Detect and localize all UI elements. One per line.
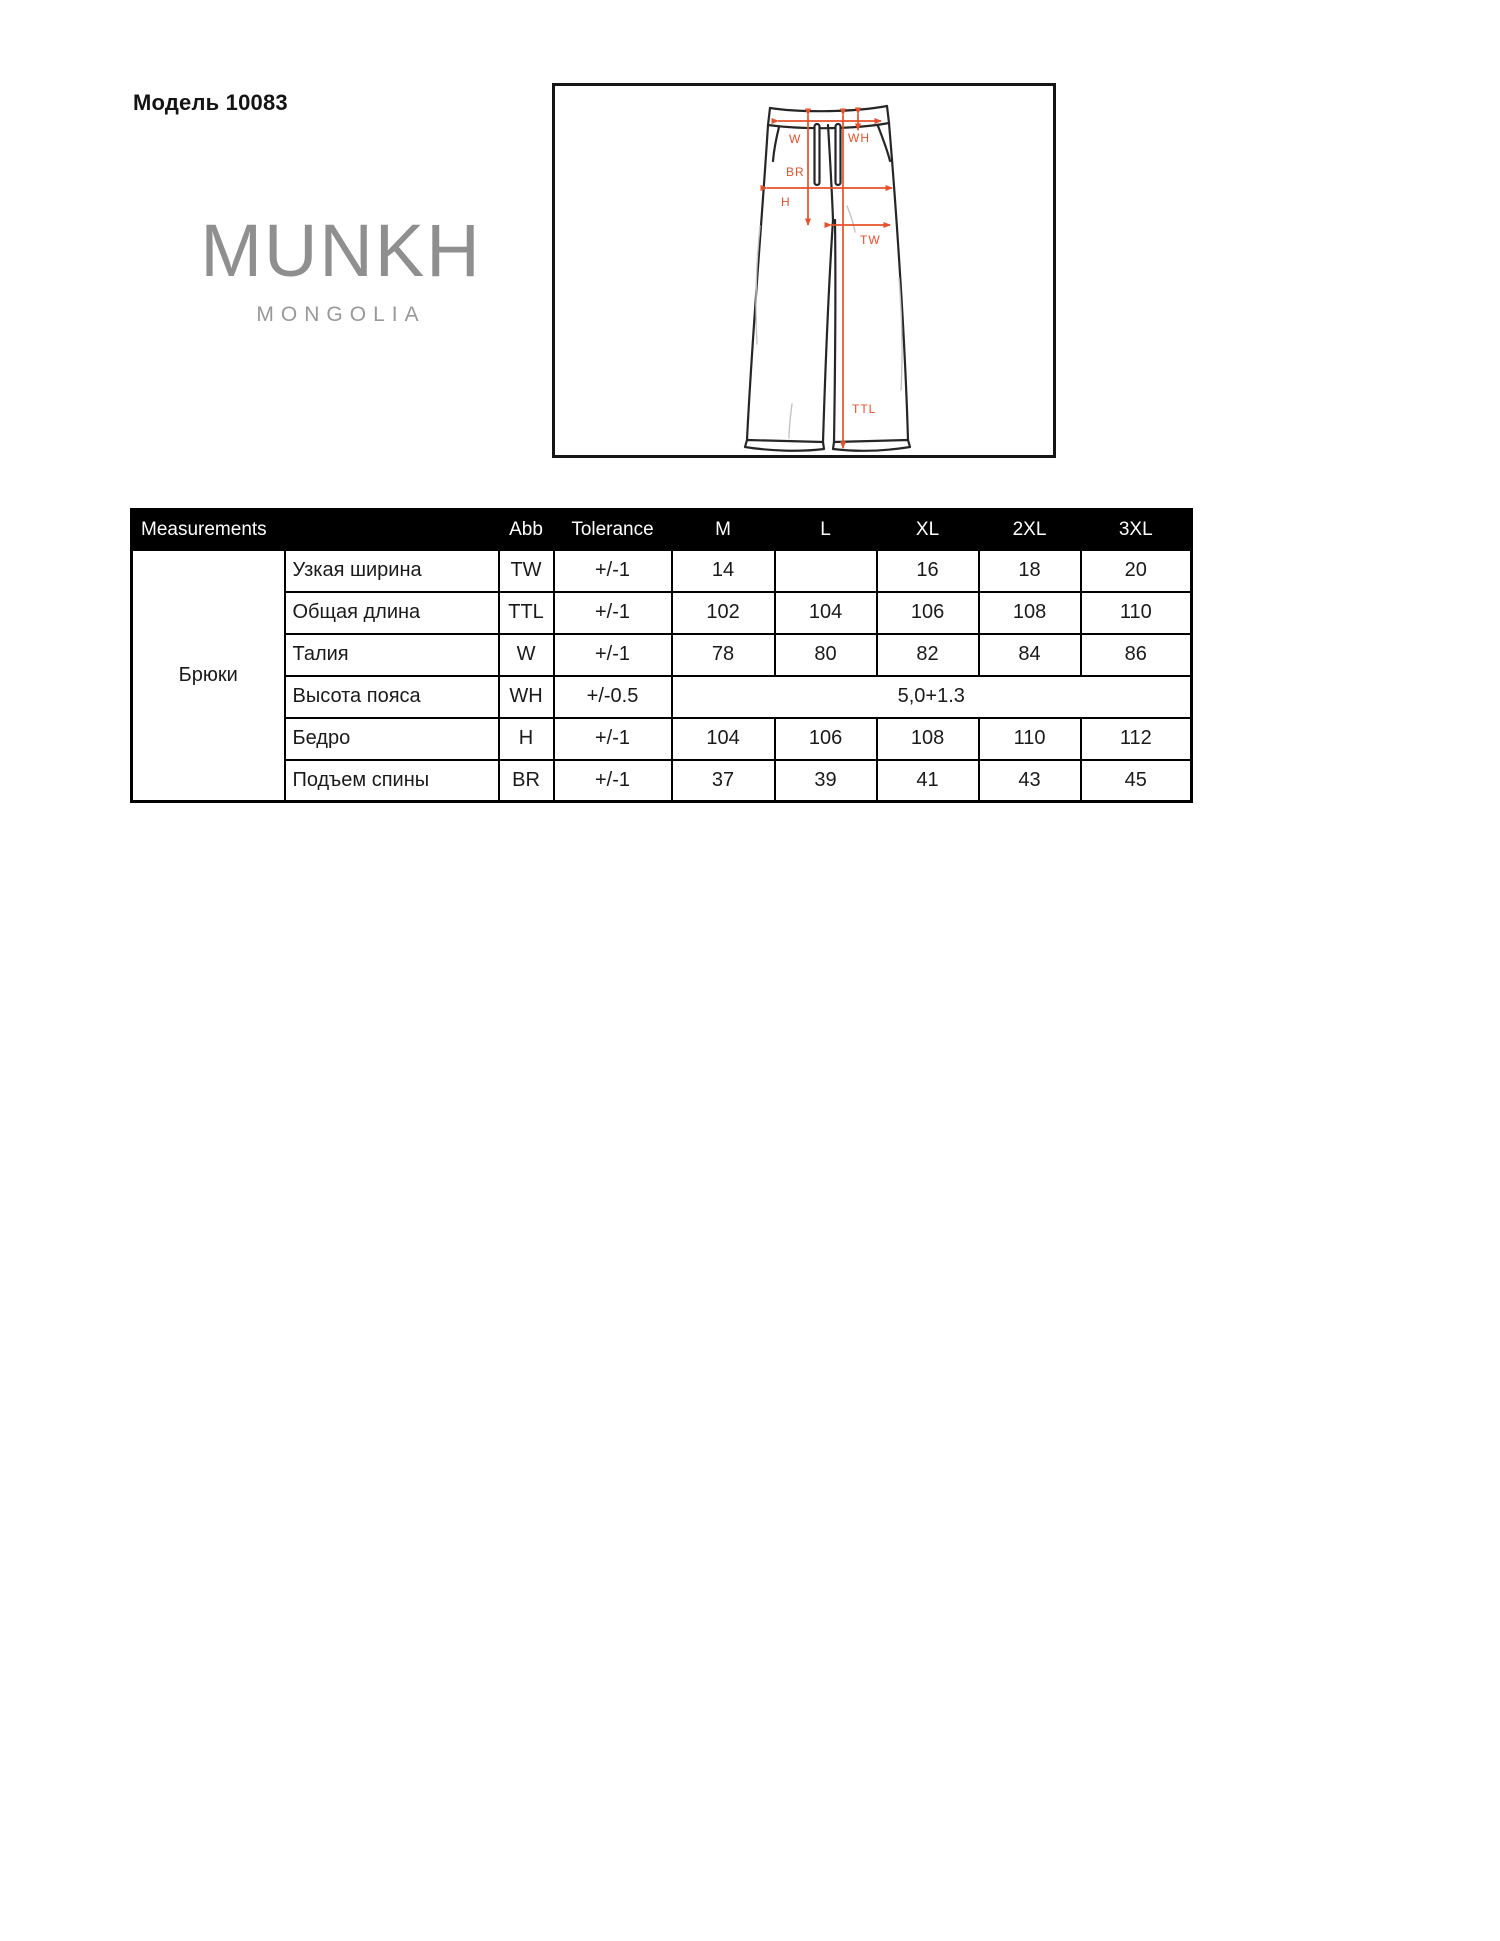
header-abb: Abb [499, 510, 554, 550]
tolerance-cell: +/-0.5 [554, 676, 672, 718]
h-label: H [781, 195, 791, 209]
header-size-3xl: 3XL [1081, 510, 1192, 550]
table-row [132, 550, 1192, 592]
size-value-cell: 106 [877, 592, 979, 634]
abb-cell: TW [499, 550, 554, 592]
size-value-cell: 84 [979, 634, 1081, 676]
size-value-cell: 82 [877, 634, 979, 676]
pants-outline [745, 106, 910, 451]
abb-cell: TTL [499, 592, 554, 634]
abb-cell: W [499, 634, 554, 676]
size-value-cell: 16 [877, 550, 979, 592]
size-value-cell: 18 [979, 550, 1081, 592]
size-value-cell: 108 [979, 592, 1081, 634]
tolerance-cell: +/-1 [554, 592, 672, 634]
center-front-seam [828, 125, 833, 220]
size-value-cell: 14 [672, 550, 775, 592]
header-measurements: Measurements [132, 510, 499, 550]
table-row [132, 718, 1192, 760]
model-title: Модель 10083 [133, 90, 288, 115]
abb-cell: H [499, 718, 554, 760]
brand-name: MUNKH [200, 209, 482, 292]
table-header [132, 510, 1192, 550]
header-size-xl: XL [877, 510, 979, 550]
table-row [132, 634, 1192, 676]
header-size-l: L [775, 510, 877, 550]
left-outer-seam [747, 125, 768, 440]
size-value-cell: 41 [877, 760, 979, 802]
size-value-cell: 110 [979, 718, 1081, 760]
size-value-cell: 43 [979, 760, 1081, 802]
measurements-table [130, 508, 1193, 803]
measurement-name-cell: Бедро [285, 718, 499, 760]
wh-label: WH [848, 131, 870, 145]
measurement-name-cell: Подъем спины [285, 760, 499, 802]
size-value-cell [775, 550, 877, 592]
br-label: BR [786, 165, 805, 179]
tolerance-cell: +/-1 [554, 634, 672, 676]
tolerance-cell: +/-1 [554, 760, 672, 802]
size-value-cell: 80 [775, 634, 877, 676]
left-pocket [773, 127, 779, 161]
header-size-2xl: 2XL [979, 510, 1081, 550]
measurement-name-cell: Высота пояса [285, 676, 499, 718]
w-label: W [789, 132, 802, 146]
header-tolerance: Tolerance [554, 510, 672, 550]
pants-technical-drawing [555, 86, 1053, 455]
abb-cell: WH [499, 676, 554, 718]
right-inner-seam [834, 220, 835, 442]
pants-diagram-box [552, 83, 1056, 458]
size-value-cell: 112 [1081, 718, 1192, 760]
drawstring-right [836, 124, 841, 185]
tolerance-cell: +/-1 [554, 550, 672, 592]
measurement-name-cell: Общая длина [285, 592, 499, 634]
size-table-body [132, 550, 1192, 802]
size-value-cell: 104 [775, 592, 877, 634]
left-hem [745, 440, 824, 451]
table-row [132, 760, 1192, 802]
tw-label: TW [860, 233, 881, 247]
size-value-cell: 45 [1081, 760, 1192, 802]
size-value-cell: 20 [1081, 550, 1192, 592]
drawstring-left [815, 124, 820, 185]
category-cell: Брюки [132, 550, 285, 802]
size-value-cell: 78 [672, 634, 775, 676]
right-outer-seam [889, 123, 908, 440]
size-value-cell: 102 [672, 592, 775, 634]
ttl-label: TTL [852, 402, 877, 416]
header-size-m: M [672, 510, 775, 550]
table-row [132, 676, 1192, 718]
size-value-cell: 108 [877, 718, 979, 760]
size-value-cell: 106 [775, 718, 877, 760]
size-value-cell: 37 [672, 760, 775, 802]
right-pocket [878, 126, 890, 161]
size-value-cell: 104 [672, 718, 775, 760]
size-value-cell: 86 [1081, 634, 1192, 676]
header-row [132, 510, 1192, 550]
waistband-top [770, 106, 887, 111]
brand-logo [151, 209, 531, 327]
brand-subtitle: MONGOLIA [256, 303, 426, 326]
left-inner-seam [823, 220, 833, 442]
tolerance-cell: +/-1 [554, 718, 672, 760]
measurement-name-cell: Талия [285, 634, 499, 676]
right-hem [833, 440, 910, 451]
size-value-cell: 110 [1081, 592, 1192, 634]
abb-cell: BR [499, 760, 554, 802]
merged-value-cell: 5,0+1.3 [672, 676, 1192, 718]
table-row [132, 592, 1192, 634]
measurement-name-cell: Узкая ширина [285, 550, 499, 592]
size-value-cell: 39 [775, 760, 877, 802]
